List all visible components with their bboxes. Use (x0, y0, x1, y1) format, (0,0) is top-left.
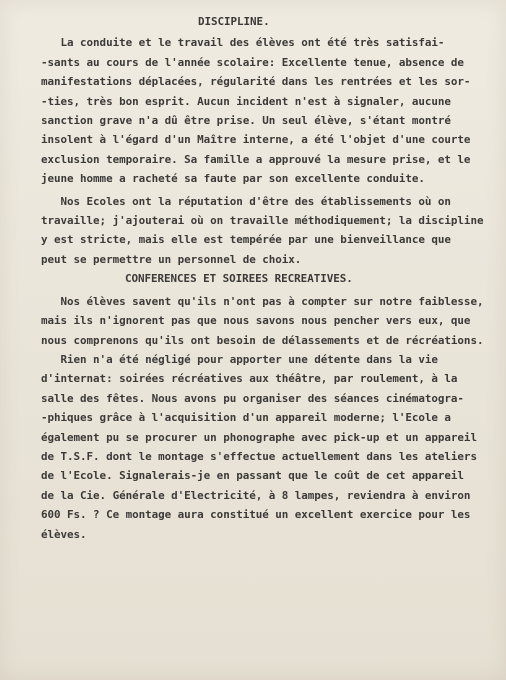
heading-discipline: DISCIPLINE. (198, 15, 270, 28)
text-line: -phiques grâce à l'acquisition d'un appareil moderne; l'Ecole a (41, 411, 451, 425)
text-line: La conduite et le travail des élèves ont été très satisfai- (41, 36, 445, 50)
text-line: Nos Ecoles ont la réputation d'être des établissements où on (41, 194, 451, 208)
text-line: exclusion temporaire. Sa famille a approuvé la mesure prise, et le (41, 152, 471, 166)
text-line: insolent à l'égard d'un Maître interne, a été l'objet d'une courte (41, 133, 471, 147)
text-line: -sants au cours de l'année scolaire: Excellente tenue, absence de (41, 55, 464, 69)
text-line: salle des fêtes. Nous avons pu organiser des séances cinématogra- (41, 391, 464, 405)
text-line: -ties, très bon esprit. Aucun incident n'est à signaler, aucune (41, 94, 451, 108)
paragraph-reputation (41, 192, 503, 270)
text-line: travaille; j'ajouterai où on travaille méthodiquement; la discipline (41, 214, 484, 228)
text-line: manifestations déplacées, régularité dans les rentrées et les sor- (41, 75, 471, 89)
heading-conferences: CONFERENCES ET SOIREES RECREATIVES. (125, 272, 353, 286)
text-line: de T.S.F. dont le montage s'effectue actuellement dans les ateliers (41, 449, 477, 463)
text-line: élèves. (41, 527, 87, 541)
text-line: mais ils n'ignorent pas que nous savons nous pencher vers eux, que (41, 314, 471, 328)
paragraph-conduct (41, 33, 503, 188)
paragraph-students (41, 292, 503, 350)
text-line: Rien n'a été négligé pour apporter une détente dans la vie (41, 352, 438, 366)
text-line: d'internat: soirées récréatives aux théâtre, par roulement, à la (41, 372, 458, 386)
text-line: également pu se procurer un phonographe avec pick-up et un appareil (41, 430, 477, 444)
text-line: 600 Fs. ? Ce montage aura constitué un excellent exercice pour les (41, 508, 471, 522)
text-line: nous comprenons qu'ils ont besoin de délassements et de récréations. (41, 333, 484, 347)
text-line: jeune homme a racheté sa faute par son excellente conduite. (41, 172, 425, 186)
paragraph-activities (41, 350, 503, 544)
text-line: de la Cie. Générale d'Electricité, à 8 lampes, reviendra à environ (41, 488, 471, 502)
text-line: sanction grave n'a dû être prise. Un seul élève, s'étant montré (41, 114, 451, 128)
page-text (41, 12, 503, 544)
text-line: de l'Ecole. Signalerais-je en passant que le coût de cet appareil (41, 469, 464, 483)
text-line: y est stricte, mais elle est tempérée par une bienveillance que (41, 233, 451, 247)
text-line: peut se permettre un personnel de choix. (41, 252, 302, 266)
text-line: Nos élèves savent qu'ils n'ont pas à compter sur notre faiblesse, (41, 294, 484, 308)
